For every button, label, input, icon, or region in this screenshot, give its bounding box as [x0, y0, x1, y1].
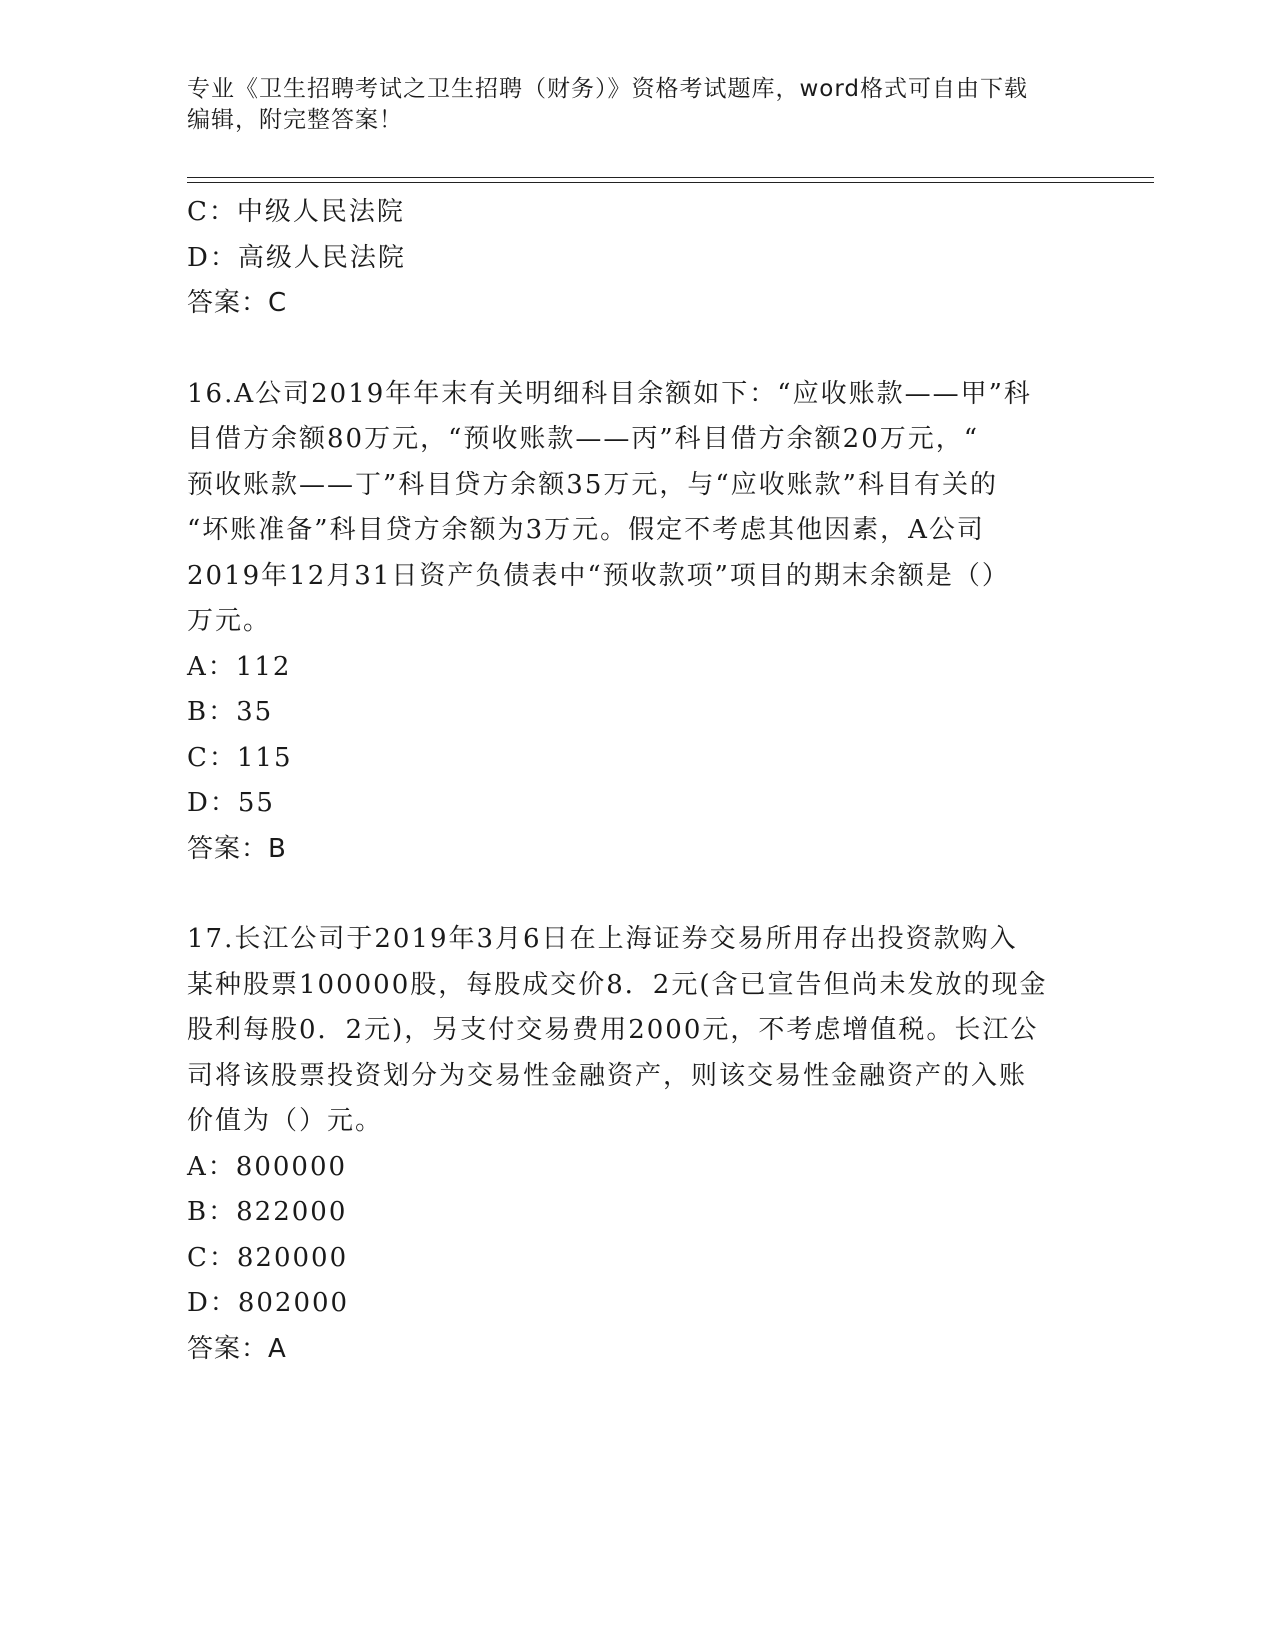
question-text-line: 17.长江公司于2019年3月6日在上海证券交易所用存出投资款购入 — [187, 924, 1018, 954]
option-a: A：800000 — [187, 1151, 348, 1182]
option-a: A：112 — [187, 651, 292, 682]
question-text-line: 股利每股0．2元)，另支付交易费用2000元，不考虑增值税。长江公 — [187, 1015, 1039, 1045]
option-d: D：802000 — [187, 1288, 350, 1318]
answer-line: 答案：B — [187, 833, 287, 864]
option-c: C：115 — [187, 742, 293, 773]
page-header — [187, 74, 1087, 136]
spacer — [187, 327, 1087, 372]
header-rule-bottom — [187, 182, 1154, 183]
question-text-line: 2019年12月31日资产负债表中“预收款项”项目的期末余额是（） — [187, 560, 1010, 591]
option-b: B：35 — [187, 697, 274, 727]
question-16 — [187, 372, 1087, 873]
question-17 — [187, 917, 1087, 1372]
question-list — [187, 190, 1087, 1372]
question-text-line: 某种股票100000股，每股成交价8．2元(含已宣告但尚未发放的现金 — [187, 969, 1048, 1000]
spacer — [187, 872, 1087, 917]
header-line-1: 专业《卫生招聘考试之卫生招聘（财务）》资格考试题库，word格式可自由下载 — [187, 76, 1029, 102]
prev-question — [187, 190, 1087, 327]
answer-line: 答案：A — [187, 1333, 287, 1364]
option-b: B：822000 — [187, 1197, 348, 1227]
header-line-2: 编辑，附完整答案！ — [187, 107, 403, 133]
option-c: C：820000 — [187, 1242, 349, 1273]
question-text-line: 16.A公司2019年年末有关明细科目余额如下：“应收账款——甲”科 — [187, 378, 1032, 409]
question-text-line: 预收账款——丁”科目贷方余额35万元，与“应收账款”科目有关的 — [187, 469, 998, 500]
question-text-line: 价值为（）元。 — [187, 1106, 384, 1136]
question-text-line: 司将该股票投资划分为交易性金融资产，则该交易性金融资产的入账 — [187, 1060, 1028, 1091]
header-rule-top — [187, 177, 1154, 178]
option-d: D：高级人民法院 — [187, 242, 406, 273]
answer-line: 答案：C — [187, 288, 288, 318]
option-d: D：55 — [187, 788, 275, 818]
option-c: C：中级人民法院 — [187, 197, 405, 227]
question-text-line: 目借方余额80万元，“预收账款——丙”科目借方余额20万元，“ — [187, 424, 980, 454]
question-text-line: “坏账准备”科目贷方余额为3万元。假定不考虑其他因素，A公司 — [187, 515, 985, 545]
question-text-line: 万元。 — [187, 606, 272, 636]
